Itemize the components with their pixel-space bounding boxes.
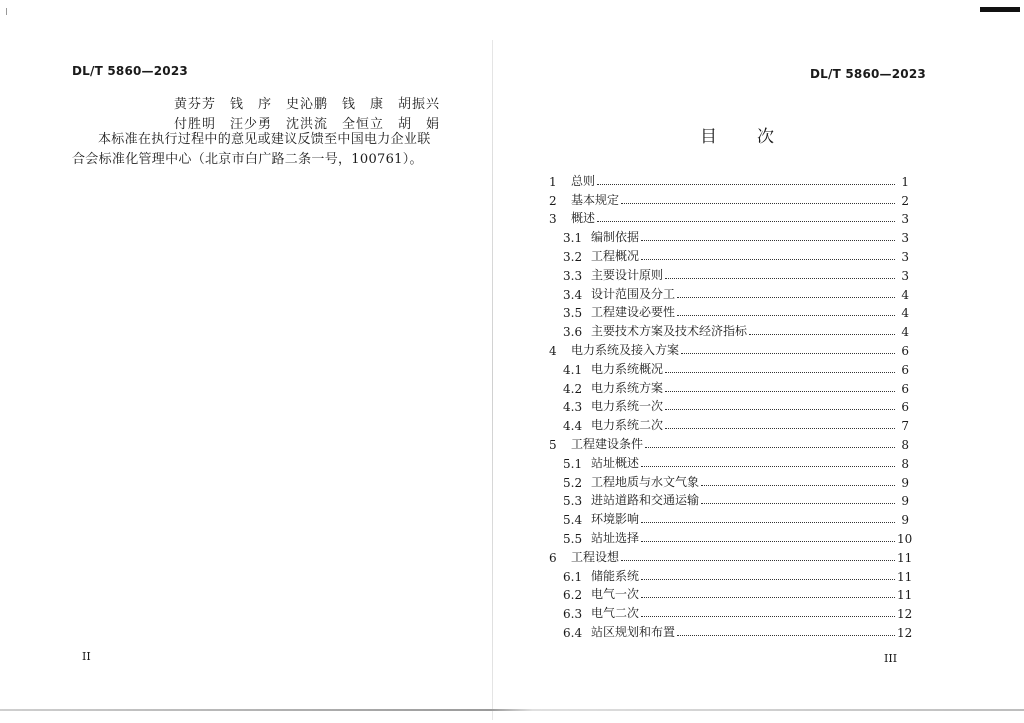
toc-entry-number: 4.3 [563, 400, 583, 415]
toc-entry-label: 总则 [571, 173, 596, 188]
toc-entry-label: 电气一次 [591, 587, 640, 602]
toc-entry [549, 189, 909, 208]
toc-entry-label: 工程建设必要性 [591, 305, 676, 320]
left-header-code: DL/T 5860—2023 [72, 64, 188, 78]
toc-entry-label: 电力系统二次 [591, 418, 664, 433]
toc-entry-number: 3.2 [563, 249, 583, 264]
toc-entry-number: 2 [549, 193, 557, 208]
toc-leader-dots [597, 221, 895, 222]
toc-entry-page: 12 [897, 607, 913, 622]
toc-entry-label: 编制依据 [591, 230, 640, 245]
toc-entry-page: 10 [897, 531, 913, 546]
toc-leader-dots [641, 579, 895, 580]
toc-entry-page: 9 [901, 494, 909, 509]
toc-entry-label: 概述 [571, 211, 596, 226]
toc-leader-dots [665, 428, 895, 429]
toc-entry [549, 508, 909, 527]
toc-leader-dots [597, 184, 895, 185]
toc-entry-number: 6.2 [563, 588, 583, 603]
toc-entry-number: 6 [549, 550, 557, 565]
toc-entry-number: 4 [549, 343, 557, 358]
toc-entry-number: 1 [549, 174, 557, 189]
toc-entry-page: 6 [901, 362, 909, 377]
toc-leader-dots [665, 372, 895, 373]
toc-entry-number: 3.3 [563, 268, 583, 283]
toc-entry-page: 11 [897, 569, 913, 584]
toc-entry-number: 5 [549, 437, 557, 452]
page-fold [492, 40, 493, 720]
toc-entry-page: 3 [901, 249, 909, 264]
toc-entry-page: 9 [901, 513, 909, 528]
toc-entry-page: 6 [901, 343, 909, 358]
toc-entry-label: 环境影响 [591, 512, 640, 527]
toc-leader-dots [749, 334, 895, 335]
toc-entry-page: 11 [897, 588, 913, 603]
drafters-line-1: 黄芬芳 钱 序 史沁鹏 钱 康 胡振兴 [174, 97, 441, 112]
toc-entry-label: 工程地质与水文气象 [591, 474, 700, 489]
toc-entry [549, 283, 909, 302]
toc-leader-dots [665, 278, 895, 279]
toc-entry [549, 546, 913, 565]
toc-entry [549, 490, 909, 509]
toc-entry-label: 设计范围及分工 [591, 286, 676, 301]
toc-entry [549, 339, 909, 358]
toc-entry-label: 电力系统方案 [591, 380, 664, 395]
toc-leader-dots [641, 597, 895, 598]
toc-entry-label: 工程设想 [571, 549, 620, 564]
toc-entry-page: 1 [901, 174, 909, 189]
toc-entry [549, 565, 913, 584]
toc-leader-dots [681, 353, 895, 354]
left-page [0, 0, 494, 723]
toc-entry [549, 621, 913, 640]
toc-entry-page: 3 [901, 212, 909, 227]
toc-entry [549, 396, 909, 415]
toc-entry-number: 5.5 [563, 531, 583, 546]
toc-entry-number: 4.1 [563, 362, 583, 377]
toc-entry [549, 527, 913, 546]
toc-entry-label: 电力系统一次 [591, 399, 664, 414]
toc-leader-dots [645, 447, 895, 448]
toc-entry [549, 320, 909, 339]
toc-entry [549, 471, 909, 490]
toc-entry [549, 452, 909, 471]
toc-entry-label: 基本规定 [571, 192, 620, 207]
toc-entry-label: 工程概况 [591, 248, 640, 263]
toc-entry [549, 358, 909, 377]
feedback-note: 本标准在执行过程中的意见或建议反馈至中国电力企业联合会标准化管理中心（北京市白广路二条一号，100761）。 [72, 132, 431, 167]
toc-leader-dots [701, 503, 895, 504]
toc-leader-dots [641, 259, 895, 260]
toc-entry-label: 储能系统 [591, 568, 640, 583]
toc-entry [549, 302, 909, 321]
toc-entry [549, 433, 909, 452]
toc-entry-number: 3.4 [563, 287, 583, 302]
toc-entry-number: 6.3 [563, 607, 583, 622]
toc-entry [549, 226, 909, 245]
toc-leader-dots [641, 466, 895, 467]
toc-entry-label: 进站道路和交通运输 [591, 493, 700, 508]
toc-entry-label: 电气二次 [591, 606, 640, 621]
toc-entry-page: 6 [901, 381, 909, 396]
left-page-number: II [82, 650, 91, 663]
toc-entry-number: 4.4 [563, 419, 583, 434]
toc-entry-page: 4 [901, 325, 909, 340]
toc-entry [549, 208, 909, 227]
toc-entry [549, 264, 909, 283]
toc-title [700, 122, 774, 147]
toc-entry-number: 6.1 [563, 569, 583, 584]
toc-title-char-2: 次 [757, 127, 774, 147]
toc-entry-number: 5.3 [563, 494, 583, 509]
toc-entry-page: 6 [901, 400, 909, 415]
toc-entry-page: 8 [901, 437, 909, 452]
toc-entry-label: 主要设计原则 [591, 267, 664, 282]
toc-leader-dots [621, 560, 895, 561]
toc-entry-number: 3.5 [563, 306, 583, 321]
toc-entry-number: 5.1 [563, 456, 583, 471]
toc-entry-label: 电力系统概况 [591, 361, 664, 376]
right-page-number: III [884, 652, 898, 665]
toc-leader-dots [641, 541, 895, 542]
toc-leader-dots [677, 635, 895, 636]
toc-entry-number: 3 [549, 212, 557, 227]
toc-title-char-1: 目 [700, 127, 717, 147]
toc-entry-number: 5.2 [563, 475, 583, 490]
toc-entry-page: 3 [901, 268, 909, 283]
toc-entry-number: 4.2 [563, 381, 583, 396]
drafters-line-2: 付胜明 汪少勇 沈洪流 全恒立 胡 娟 [174, 117, 441, 132]
toc-entry [549, 414, 909, 433]
right-header-code: DL/T 5860—2023 [810, 67, 926, 81]
toc-entry-number: 3.6 [563, 325, 583, 340]
toc-entry [549, 170, 909, 189]
toc-leader-dots [641, 240, 895, 241]
toc-entry [549, 602, 913, 622]
toc-entry-page: 4 [901, 287, 909, 302]
toc-entry-number: 3.1 [563, 231, 583, 246]
toc-entry-page: 7 [901, 419, 909, 434]
toc-leader-dots [641, 522, 895, 523]
toc-leader-dots [665, 409, 895, 410]
toc-entry [549, 245, 909, 264]
toc-entry-label: 工程建设条件 [571, 436, 644, 451]
toc-leader-dots [621, 203, 895, 204]
toc-entry-number: 5.4 [563, 513, 583, 528]
toc-entry-label: 主要技术方案及技术经济指标 [591, 324, 748, 339]
scan-bottom-edge [0, 709, 1024, 711]
table-of-contents [549, 170, 913, 640]
toc-entry-page: 4 [901, 306, 909, 321]
toc-entry-page: 9 [901, 475, 909, 490]
toc-leader-dots [677, 297, 895, 298]
toc-leader-dots [677, 315, 895, 316]
toc-leader-dots [665, 391, 895, 392]
toc-entry-label: 站区规划和布置 [591, 624, 676, 639]
toc-entry-page: 12 [897, 625, 913, 640]
toc-entry-page: 2 [901, 193, 909, 208]
toc-entry-label: 电力系统及接入方案 [571, 342, 680, 357]
toc-entry-label: 站址选择 [591, 530, 640, 545]
toc-entry-page: 3 [901, 231, 909, 246]
toc-entry-number: 6.4 [563, 625, 583, 640]
toc-entry [549, 377, 909, 396]
toc-leader-dots [641, 616, 895, 617]
toc-entry-label: 站址概述 [591, 455, 640, 470]
toc-leader-dots [701, 485, 895, 486]
toc-entry-page: 11 [897, 550, 913, 565]
toc-entry [549, 584, 913, 603]
toc-entry-page: 8 [901, 456, 909, 471]
